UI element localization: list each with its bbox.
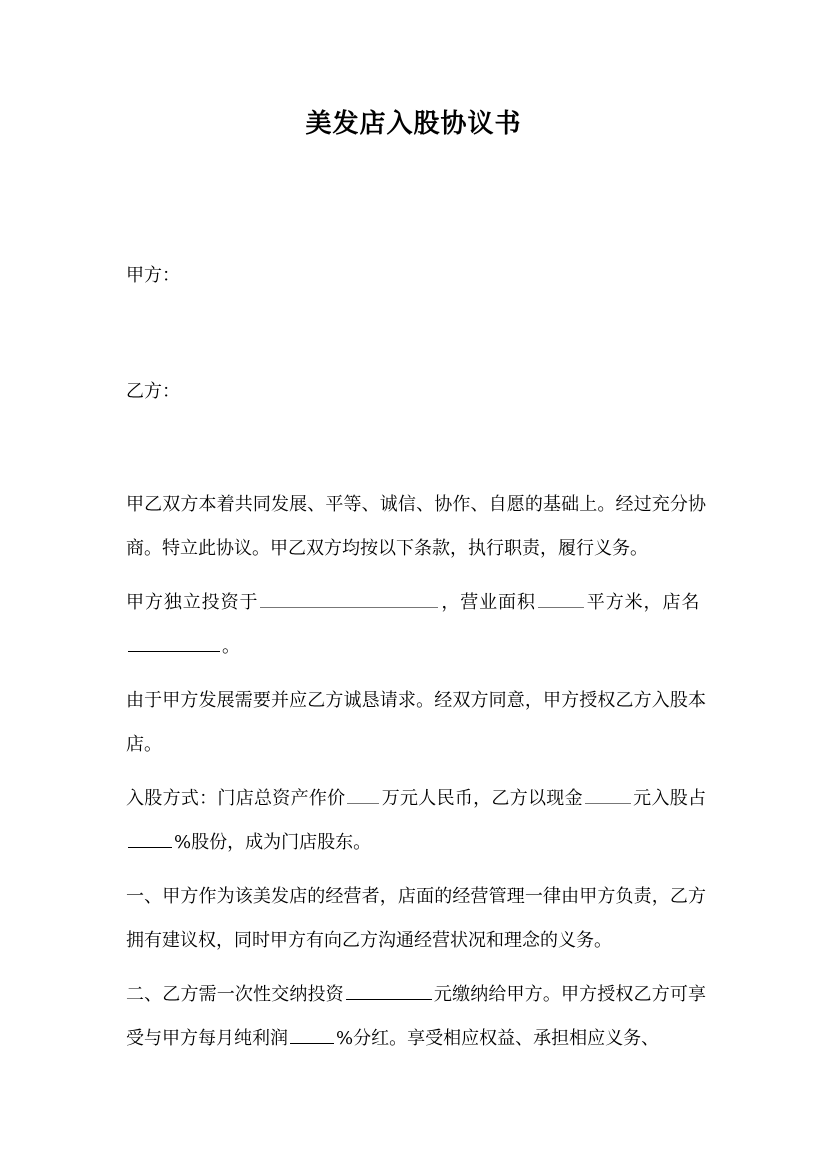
investment-text-2: ，营业面积 xyxy=(440,592,536,613)
clause-two-text-3: %分红。享受相应权益、承担相应义务、 xyxy=(336,1028,660,1049)
investment-text-3: 平方米，店名 xyxy=(585,592,701,613)
cash-amount-blank xyxy=(585,783,631,804)
share-text-1: 入股方式：门店总资产作价 xyxy=(126,788,346,809)
party-a-label: 甲方： xyxy=(126,265,180,286)
dividend-percent-blank xyxy=(290,1023,334,1044)
share-text-4: %股份，成为门店股东。 xyxy=(174,832,372,853)
store-name-blank xyxy=(128,631,220,652)
paragraph-investment xyxy=(126,581,706,669)
area-blank xyxy=(538,587,584,608)
share-text-3: 元入股占 xyxy=(632,788,707,809)
clause-two-text-1: 二、乙方需一次性交纳投资 xyxy=(126,984,344,1005)
investment-location-blank xyxy=(260,587,438,608)
party-b-label: 乙方： xyxy=(126,381,180,402)
document-title: 美发店入股协议书 xyxy=(305,109,522,139)
investment-text-4: 。 xyxy=(222,636,240,657)
share-text-2: 万元人民币，乙方以现金 xyxy=(381,788,583,809)
investment-text-1: 甲方独立投资于 xyxy=(126,592,259,613)
paragraph-preamble: 甲乙双方本着共同发展、平等、诚信、协作、自愿的基础上。经过充分协商。特立此协议。甲乙双方均按以下条款，执行职责，履行义务。 xyxy=(126,494,706,559)
clause-two xyxy=(126,973,706,1061)
investment-amount-blank xyxy=(346,979,432,1000)
paragraph-share-method xyxy=(126,777,706,865)
clause-one: 一、甲方作为该美发店的经营者，店面的经营管理一律由甲方负责，乙方拥有建议权，同时甲方有向乙方沟通经营状况和理念的义务。 xyxy=(126,886,706,951)
paragraph-authorization: 由于甲方发展需要并应乙方诚恳请求。经双方同意，甲方授权乙方入股本店。 xyxy=(126,690,706,755)
share-percent-blank xyxy=(128,827,172,848)
total-assets-blank xyxy=(347,783,379,804)
clause-two-text-2: 元缴纳给甲方。甲方授权乙方可享受与甲方每月纯利润 xyxy=(126,984,707,1049)
agreement-body xyxy=(126,483,706,1071)
